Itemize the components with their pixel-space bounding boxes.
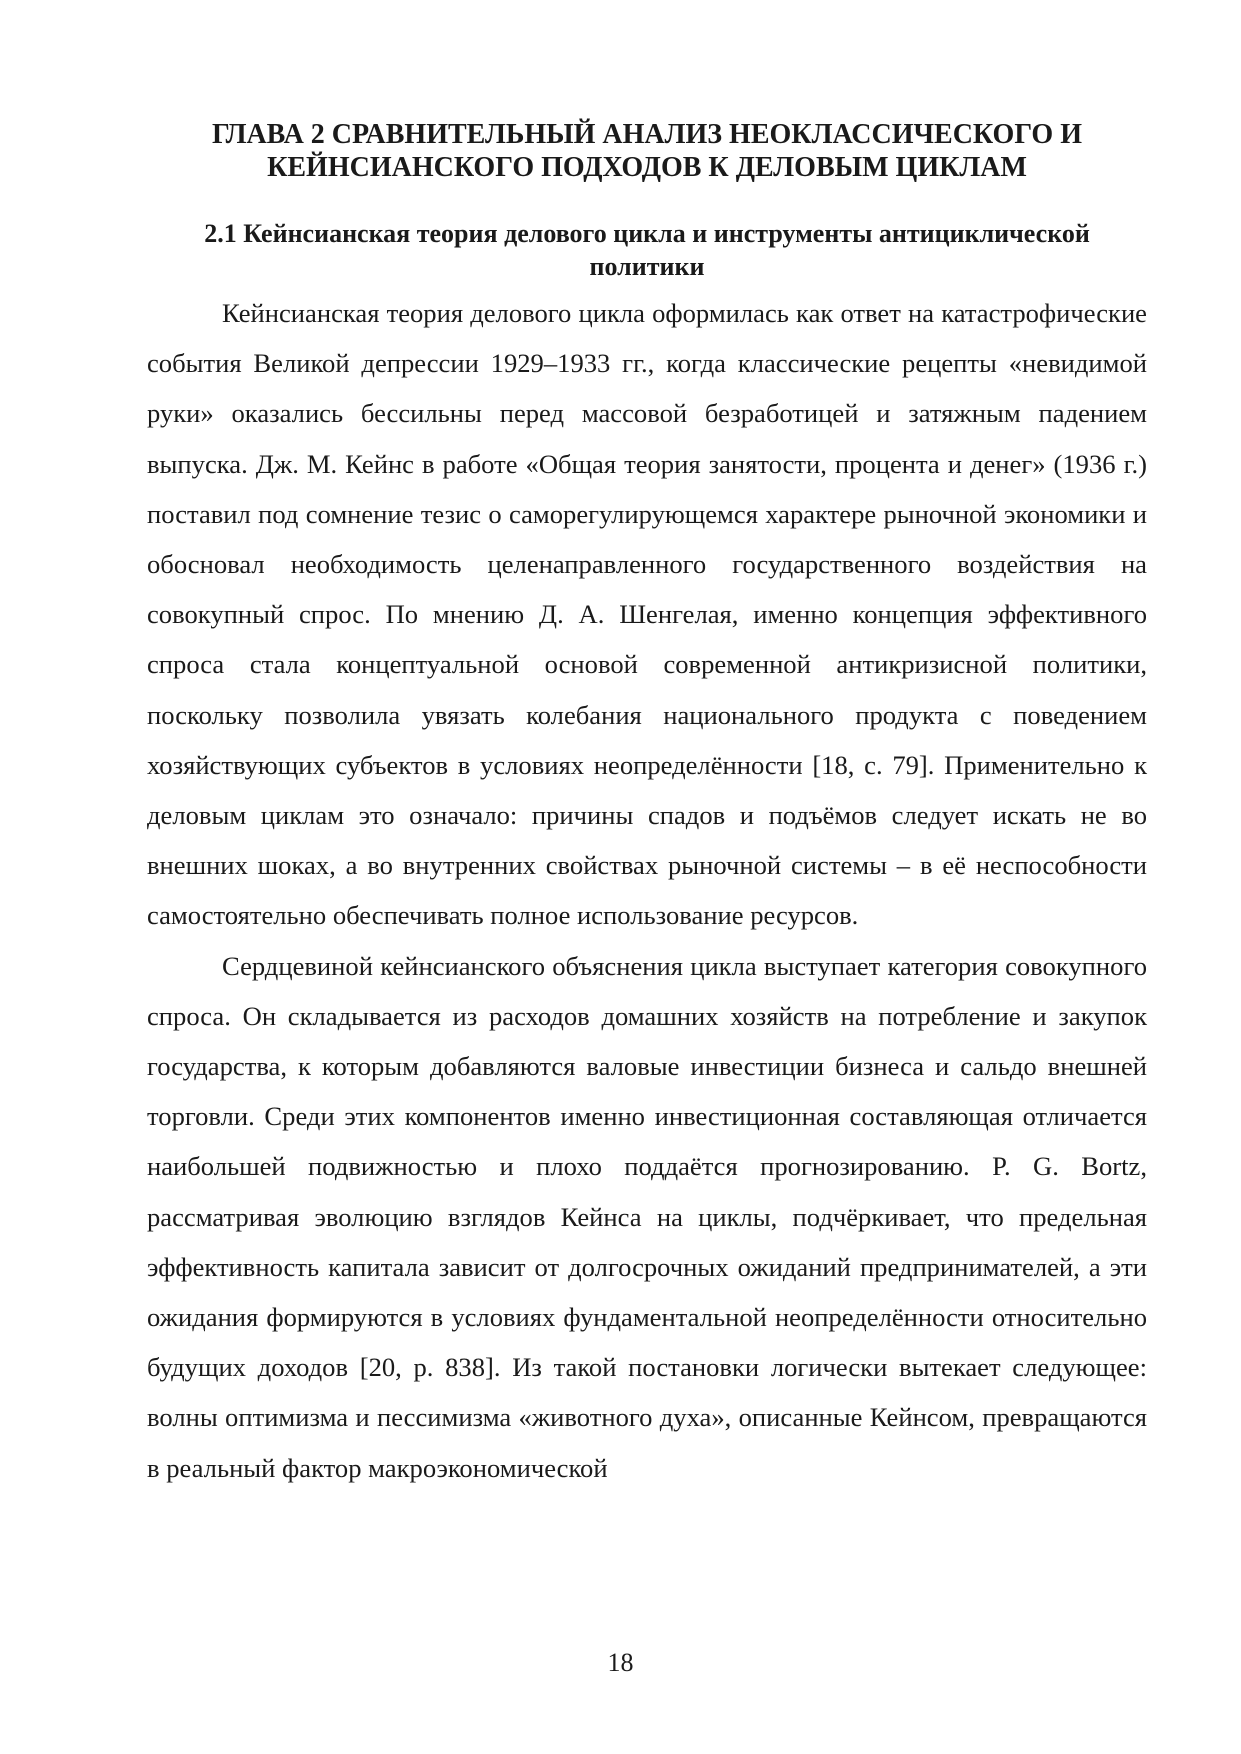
paragraph-2: Сердцевиной кейнсианского объяснения цикла выступает категория совокупного спроса. Он складывается из расходов домашних хозяйств на потребление и закупок государства, к которым добавляются валовые инвестиции бизнеса и сальдо внешней торговли. Среди этих компонентов именно инвестиционная составляющая отличается наибольшей подвижностью и плохо поддаётся прогнозированию. P. G. Bortz, рассматривая эволюцию взглядов Кейнса на циклы, подчёркивает, что предельная эффективность капитала зависит от долгосрочных ожиданий предпринимателей, а эти ожидания формируются в условиях фундаментальной неопределённости относительно будущих доходов [20, p. 838]. Из такой постановки логически вытекает следующее: волны оптимизма и пессимизма «животного духа», описанные Кейнсом, превращаются в реальный фактор макроэкономической [147,950,1147,1483]
paragraph-1: Кейнсианская теория делового цикла оформилась как ответ на катастрофические события Великой депрессии 1929–1933 гг., когда классические рецепты «невидимой руки» оказались бессильны перед массовой безработицей и затяжным падением выпуска. Дж. М. Кейнс в работе «Общая теория занятости, процента и денег» (1936 г.) поставил под сомнение тезис о саморегулирующемся характере рыночной экономики и обосновал необходимость целенаправленного государственного воздействия на совокупный спрос. По мнению Д. А. Шенгелая, именно концепция эффективного спроса стала концептуальной основой современной антикризисной политики, поскольку позволила увязать колебания национального продукта с поведением хозяйствующих субъектов в условиях неопределённости [18, с. 79]. Применительно к деловым циклам это означало: причины спадов и подъёмов следует искать не во внешних шоках, а во внутренних свойствах рыночной системы – в её неспособности самостоятельно обеспечивать полное использование ресурсов. [147,298,1147,931]
page-number: 18 [607,1648,634,1677]
chapter-title-line-2: КЕЙНСИАНСКОГО ПОДХОДОВ К ДЕЛОВЫМ ЦИКЛАМ [267,152,1027,183]
section-title-line-2: политики [589,252,705,281]
chapter-title [147,118,1147,184]
page-body [147,118,1147,1493]
section-title [147,217,1147,283]
section-title-line-1: 2.1 Кейнсианская теория делового цикла и инструменты антициклической [204,219,1090,248]
chapter-title-line-1: ГЛАВА 2 СРАВНИТЕЛЬНЫЙ АНАЛИЗ НЕОКЛАССИЧЕСКОГО И [211,119,1082,150]
